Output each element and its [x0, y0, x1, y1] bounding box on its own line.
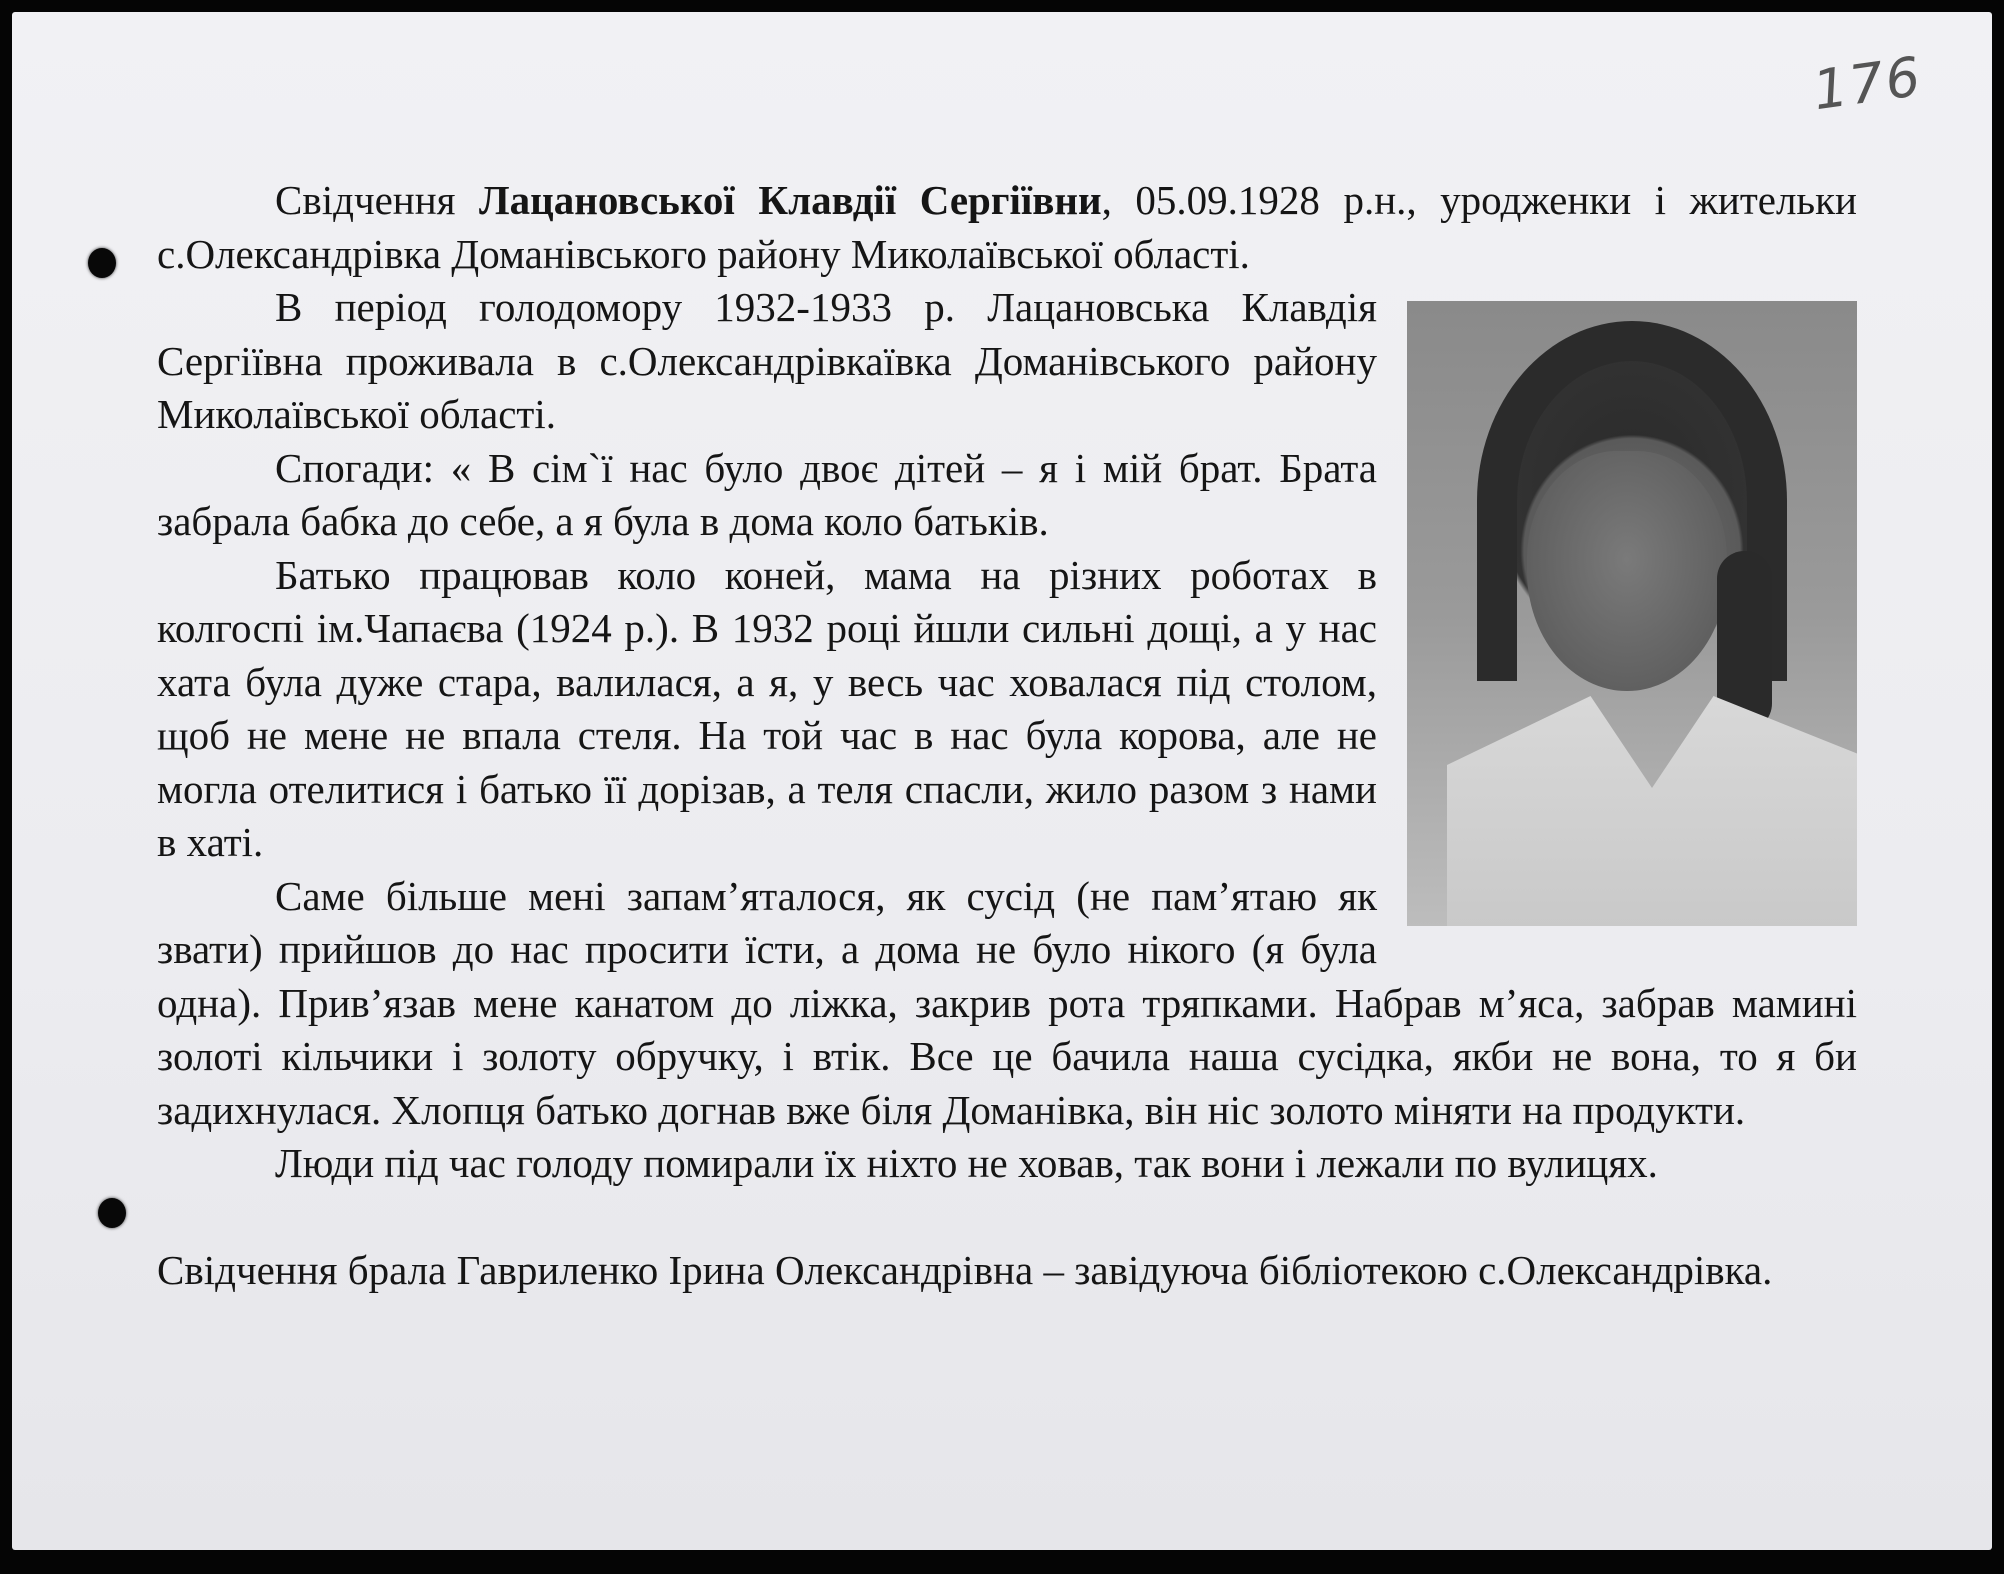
page-number: 176	[1809, 44, 1926, 123]
closing-paragraph: Свідчення брала Гавриленко Ірина Олександрівна – завідуюча бібліотекою с.Олександрівка.	[157, 1246, 1773, 1293]
paragraph-neighbor: Саме більше мені запам’яталося, як сусід (не пам’ятаю як звати) прийшов до нас просити їсти, а дома не було нікого (я була одна). Прив’язав мене канатом до ліжка, закрив рота тряпками. Набрав м’яса, забрав мамині золоті кільчики і золоту обручку, і втік. Все це бачила наша сусідка, якби не вона, то я би задихнулася. Хлопця батько догнав вже біля Доманівка, він ніс золото міняти на продукти.	[157, 872, 1857, 1133]
paragraph-memories: Спогади: « В сім`ї нас було двоє дітей – я і мій брат. Брата забрала бабка до себе, а я була в дома коло батьків.	[157, 444, 1377, 544]
witness-name: Лацановської Клавдії Сергіївни	[479, 177, 1102, 223]
intro-suffix: , 05.09.1928 р.н., уродженки і жительки с.Олександрівка Доманівського району Миколаївської області.	[157, 177, 1857, 277]
punch-hole-icon	[88, 248, 116, 278]
photo-collar	[1447, 696, 1857, 926]
intro-paragraph	[157, 174, 1857, 281]
intro-prefix: Свідчення	[275, 177, 480, 223]
testimony-text	[157, 174, 1857, 1297]
paragraph-period: В період голодомору 1932-1933 р. Лацановська Клавдія Сергіївна проживала в с.Олександрівкаївка Доманівського району Миколаївської області.	[157, 284, 1377, 437]
paragraph-people: Люди під час голоду помирали їх ніхто не ховав, так вони і лежали по вулицях.	[275, 1140, 1658, 1186]
portrait-photo	[1407, 301, 1857, 926]
paragraph-father: Батько працював коло коней, мама на різних роботах в колгоспі ім.Чапаєва (1924 р.). В 1932 році йшли сильні дощі, а у нас хата була дуже стара, валилася, а я, у весь час ховалася під столом, щоб не мене не впала стеля. На той час в нас була корова, але не могла отелитися і батько її дорізав, а теля спасли, жило разом з нами в хаті.	[157, 551, 1377, 865]
photo-face	[1527, 451, 1727, 691]
document-page	[12, 12, 1992, 1550]
punch-hole-icon	[98, 1198, 126, 1228]
